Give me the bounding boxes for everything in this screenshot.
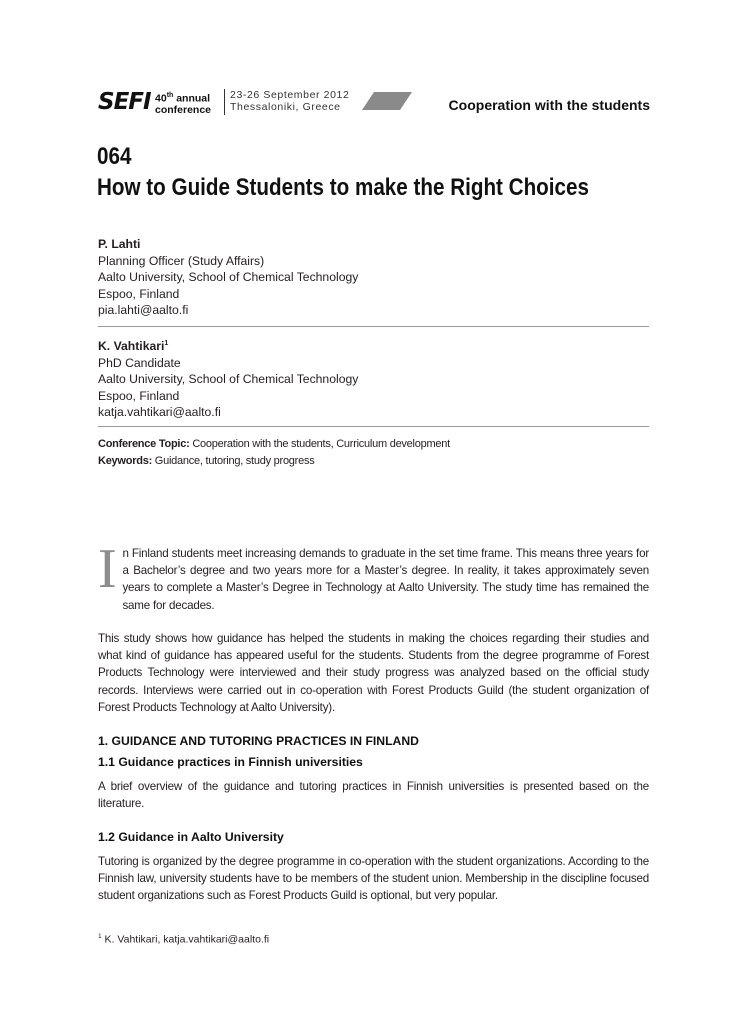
header-divider <box>224 89 225 115</box>
author-role: Planning Officer (Study Affairs) <box>98 253 265 268</box>
author-email: katja.vahtikari@aalto.fi <box>98 405 221 420</box>
intro-text: n Finland students meet increasing demands to graduate in the set time frame. This means three years for a Bachelor’s degree and two years more for a Master’s degree. In reality, it takes approximately seven years to complete a Master’s Degree in Technology at Aalto University. The study time has remained the same for decades. <box>122 547 649 612</box>
paper-title: How to Guide Students to make the Right Choices <box>97 174 589 201</box>
body-paragraph: A brief overview of the guidance and tutoring practices in Finnish universities is presented based on the literature. <box>98 780 649 811</box>
conference-dates: 23-26 September 2012 <box>230 89 350 101</box>
annual-number: 40 <box>155 92 167 105</box>
author-affiliation: Aalto University, School of Chemical Technology <box>98 372 359 387</box>
body-paragraph: Tutoring is organized by the degree programme in co-operation with the student organizations. According to the Finnish law, university students have to be members of the student union. Membership in the discipline focused student organizations such as Forest Products Guild is optional, but very popular. <box>98 855 649 903</box>
section-heading: 1. GUIDANCE AND TUTORING PRACTICES IN FINLAND <box>98 734 419 748</box>
conference-word: conference <box>155 104 212 116</box>
annual-suffix: th <box>166 92 174 99</box>
divider-rule <box>98 326 649 327</box>
intro-paragraph <box>98 538 649 614</box>
conference-header <box>98 89 650 117</box>
conference-topic <box>98 436 450 452</box>
subsection-heading: 1.1 Guidance practices in Finnish universities <box>98 755 363 769</box>
footnote-marker: 1 <box>98 933 102 940</box>
topic-value: Cooperation with the students, Curriculum development <box>189 438 450 450</box>
author-role: PhD Candidate <box>98 355 181 370</box>
footnote-text: K. Vahtikari, katja.vahtikari@aalto.fi <box>101 933 270 946</box>
keywords-value: Guidance, tutoring, study progress <box>152 455 315 467</box>
sefi-logo: SEFI <box>98 89 151 115</box>
conference-dates-block <box>230 90 349 113</box>
header-parallelogram-decoration <box>362 92 412 110</box>
author-name-text: K. Vahtikari <box>98 339 165 354</box>
conference-place: Thessaloniki, Greece <box>230 100 341 113</box>
author-location: Espoo, Finland <box>98 388 180 403</box>
author-footnote-marker: 1 <box>164 340 169 347</box>
drop-cap: I <box>98 538 117 600</box>
topic-label: Conference Topic: <box>98 438 190 450</box>
divider-rule <box>98 426 649 427</box>
paper-number: 064 <box>97 143 132 170</box>
author-location: Espoo, Finland <box>98 286 180 301</box>
keywords-label: Keywords: <box>98 455 152 467</box>
author-block-1 <box>98 236 358 319</box>
author-name <box>98 336 358 355</box>
body-paragraph: This study shows how guidance has helped the students in making the choices regarding their studies and what kind of guidance has appeared useful for the students. Students from the degree programme of Forest Products Technology were interviewed and their study progress was analyzed based on the official study records. Interviews were carried out in co-operation with Forest Products Guild (the student organization of Forest Products Technology at Aalto University). <box>98 632 649 714</box>
keywords <box>98 453 314 469</box>
author-email: pia.lahti@aalto.fi <box>98 303 189 318</box>
author-block-2 <box>98 336 358 421</box>
section-name: Cooperation with the students <box>448 97 650 113</box>
subsection-heading: 1.2 Guidance in Aalto University <box>98 830 284 844</box>
footnote <box>98 933 269 946</box>
annual-word: annual <box>173 92 211 105</box>
author-name <box>98 236 358 253</box>
author-name-text: P. Lahti <box>98 237 141 251</box>
annual-conference-label <box>155 90 211 117</box>
author-affiliation: Aalto University, School of Chemical Technology <box>98 270 359 285</box>
